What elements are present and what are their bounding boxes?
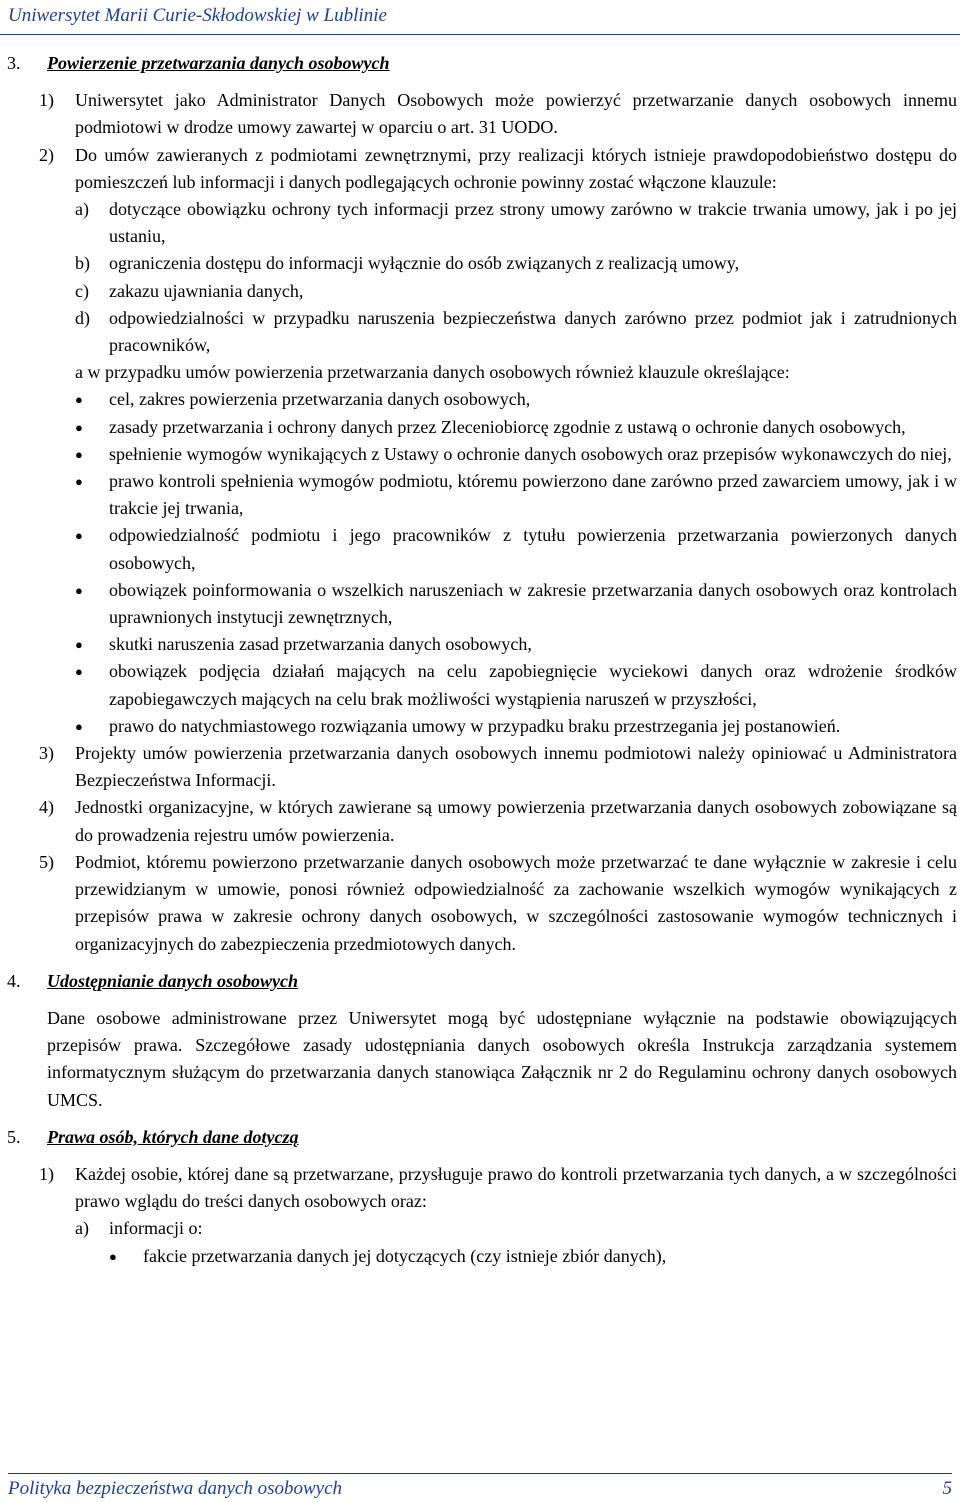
bullet-text: skutki naruszenia zasad przetwarzania danych osobowych, xyxy=(109,634,532,655)
bullet-item xyxy=(0,577,960,631)
bullet-icon: ● xyxy=(75,718,83,734)
section-number: 3. xyxy=(7,53,21,73)
bullet-icon: ● xyxy=(75,474,83,490)
bullet-icon: ● xyxy=(75,392,83,408)
list-item-label: a) xyxy=(75,199,89,220)
paragraph-5-1 xyxy=(0,1161,960,1215)
paragraph-text: Uniwersytet jako Administrator Danych Osobowych może powierzyć przetwarzanie danych osobowych innemu podmiotowi w drodze umowy zawartej w oparciu o art. 31 UODO. xyxy=(75,90,957,138)
paragraph-3-4 xyxy=(0,794,960,848)
bullet-item xyxy=(0,631,960,658)
bullet-icon: ● xyxy=(75,664,83,680)
paragraph-text: Jednostki organizacyjne, w których zawierane są umowy powierzenia przetwarzania danych osobowych zobowiązane są do prowadzenia rejestru umów powierzenia. xyxy=(75,797,957,845)
paragraph-text: Podmiot, któremu powierzono przetwarzanie danych osobowych może przetwarzać te dane wyłącznie w zakresie i celu przewidzianym w umowie, ponosi również odpowiedzialność za zachowanie wszelkich wymogów wynikających z przepisów prawa w zakresie ochrony danych osobowych, w szczególności zastosowanie wymogów technicznych i organizacyjnych do zabezpieczenia przedmiotowych danych. xyxy=(75,851,957,954)
bullet-text: spełnienie wymogów wynikających z Ustawy o ochronie danych osobowych oraz przepisów wykonawczych do niej, xyxy=(109,443,952,464)
paragraph-number: 5) xyxy=(39,851,54,872)
paragraph-3-1 xyxy=(0,87,960,141)
bullet-item xyxy=(0,1243,960,1270)
bullet-item xyxy=(0,522,960,576)
spacer xyxy=(0,1151,960,1161)
bullet-item xyxy=(0,713,960,740)
paragraph-text: Projekty umów powierzenia przetwarzania danych osobowych innemu podmiotowi należy opiniować u Administratora Bezpieczeństwa Informacji. xyxy=(75,743,957,791)
paragraph-number: 1) xyxy=(39,1163,54,1184)
section-title: Prawa osób, których dane dotyczą xyxy=(47,1126,299,1147)
section-number: 4. xyxy=(7,970,21,991)
header-rule xyxy=(0,34,960,35)
bullet-item xyxy=(0,414,960,441)
list-item-label: b) xyxy=(75,253,90,274)
page-number: 5 xyxy=(942,1478,952,1499)
bullet-item xyxy=(0,386,960,413)
spacer xyxy=(0,958,960,968)
bullet-text: prawo kontroli spełnienia wymogów podmiotu, któremu powierzono dane zarówno przed zawarciem umowy, jak i w trakcie jej trwania, xyxy=(109,471,957,519)
bullet-text: zasady przetwarzania i ochrony danych przez Zleceniobiorcę zgodnie z ustawą o ochronie danych osobowych, xyxy=(109,416,906,437)
section-3-heading xyxy=(0,50,960,77)
section-title: Powierzenie przetwarzania danych osobowych xyxy=(47,53,390,73)
paragraph-number: 3) xyxy=(39,743,54,764)
bullet-item xyxy=(0,441,960,468)
section-5-heading xyxy=(0,1124,960,1151)
spacer xyxy=(0,1114,960,1124)
paragraph-number: 4) xyxy=(39,797,54,818)
list-item xyxy=(0,278,960,305)
spacer xyxy=(0,995,960,1005)
bullet-icon: ● xyxy=(75,637,83,653)
bullet-text: prawo do natychmiastowego rozwiązania umowy w przypadku braku przestrzegania jej postanowień. xyxy=(109,715,841,736)
document-body xyxy=(0,50,960,1270)
page-header-title: Uniwersytet Marii Curie-Skłodowskiej w Lublinie xyxy=(8,5,387,26)
bullet-icon: ● xyxy=(75,446,83,462)
bullet-icon: ● xyxy=(75,582,83,598)
list-item xyxy=(0,250,960,277)
bullet-text: obowiązek poinformowania o wszelkich naruszeniach w zakresie przetwarzania danych osobowych oraz kontrolach uprawnionych instytucji zewnętrznych, xyxy=(109,579,957,628)
list-item-text: odpowiedzialności w przypadku naruszenia bezpieczeństwa danych zarówno przez podmiot jak i zatrudnionych pracowników, xyxy=(109,307,957,356)
section-4-heading xyxy=(0,968,960,995)
list-item-label: c) xyxy=(75,280,89,301)
list-item-label: a) xyxy=(75,1218,89,1239)
paragraph-text: Każdej osobie, której dane są przetwarzane, przysługuje prawo do kontroli przetwarzania tych danych, a w szczególności prawo wglądu do treści danych osobowych oraz: xyxy=(75,1163,957,1212)
paragraph-3-2 xyxy=(0,142,960,196)
bullet-text: odpowiedzialność podmiotu i jego pracowników z tytułu powierzenia przetwarzania powierzonych danych osobowych, xyxy=(109,525,957,573)
paragraph-number: 1) xyxy=(39,90,54,111)
section-4-text: Dane osobowe administrowane przez Uniwersytet mogą być udostępniane wyłącznie na podstawie obowiązujących przepisów prawa. Szczegółowe zasady udostępniania danych osobowych określa Instrukcja zarządzania systemem informatycznym służącym do przetwarzania danych stanowiąca Załącznik nr 2 do Regulaminu ochrony danych osobowych UMCS. xyxy=(47,1007,957,1110)
list-item xyxy=(0,1215,960,1242)
list-item xyxy=(0,196,960,250)
section-number: 5. xyxy=(7,1126,21,1147)
bullet-item xyxy=(0,658,960,712)
bullet-icon: ● xyxy=(75,528,83,544)
paragraph-text: Do umów zawieranych z podmiotami zewnętrznymi, przy realizacji których istnieje prawdopodobieństwo dostępu do pomieszczeń lub informacji i danych podlegających ochronie powinny zostać włączone klauzule: xyxy=(75,144,957,192)
list-item-text: ograniczenia dostępu do informacji wyłącznie do osób związanych z realizacją umowy, xyxy=(109,253,740,274)
paragraph-3-3 xyxy=(0,740,960,794)
bullet-icon: ● xyxy=(75,419,83,435)
bullet-text: cel, zakres powierzenia przetwarzania danych osobowych, xyxy=(109,389,531,410)
bullet-icon: ● xyxy=(109,1248,117,1264)
bullet-text: fakcie przetwarzania danych jej dotyczących (czy istnieje zbiór danych), xyxy=(143,1245,667,1266)
list-item-label: d) xyxy=(75,307,90,328)
paragraph-number: 2) xyxy=(39,144,54,165)
list-item-text: informacji o: xyxy=(109,1218,203,1239)
list-item-text: zakazu ujawniania danych, xyxy=(109,280,304,301)
section-title: Udostępnianie danych osobowych xyxy=(47,970,299,991)
list-item-text: dotyczące obowiązku ochrony tych informacji przez strony umowy zarówno w trakcie trwania umowy, jak i po jej ustaniu, xyxy=(109,199,957,247)
list-item xyxy=(0,305,960,359)
paragraph-continuation: a w przypadku umów powierzenia przetwarzania danych osobowych również klauzule określające: xyxy=(75,362,790,383)
spacer xyxy=(0,77,960,87)
paragraph-3-5 xyxy=(0,849,960,958)
page-footer xyxy=(8,1473,952,1502)
bullet-item xyxy=(0,468,960,522)
footer-title: Polityka bezpieczeństwa danych osobowych xyxy=(8,1478,343,1499)
bullet-text: obowiązek podjęcia działań mających na celu zapobiegnięcie wyciekowi danych oraz wdrożenie środków zapobiegawczych mających na celu brak możliwości wystąpienia naruszeń w przyszłości, xyxy=(109,661,957,709)
